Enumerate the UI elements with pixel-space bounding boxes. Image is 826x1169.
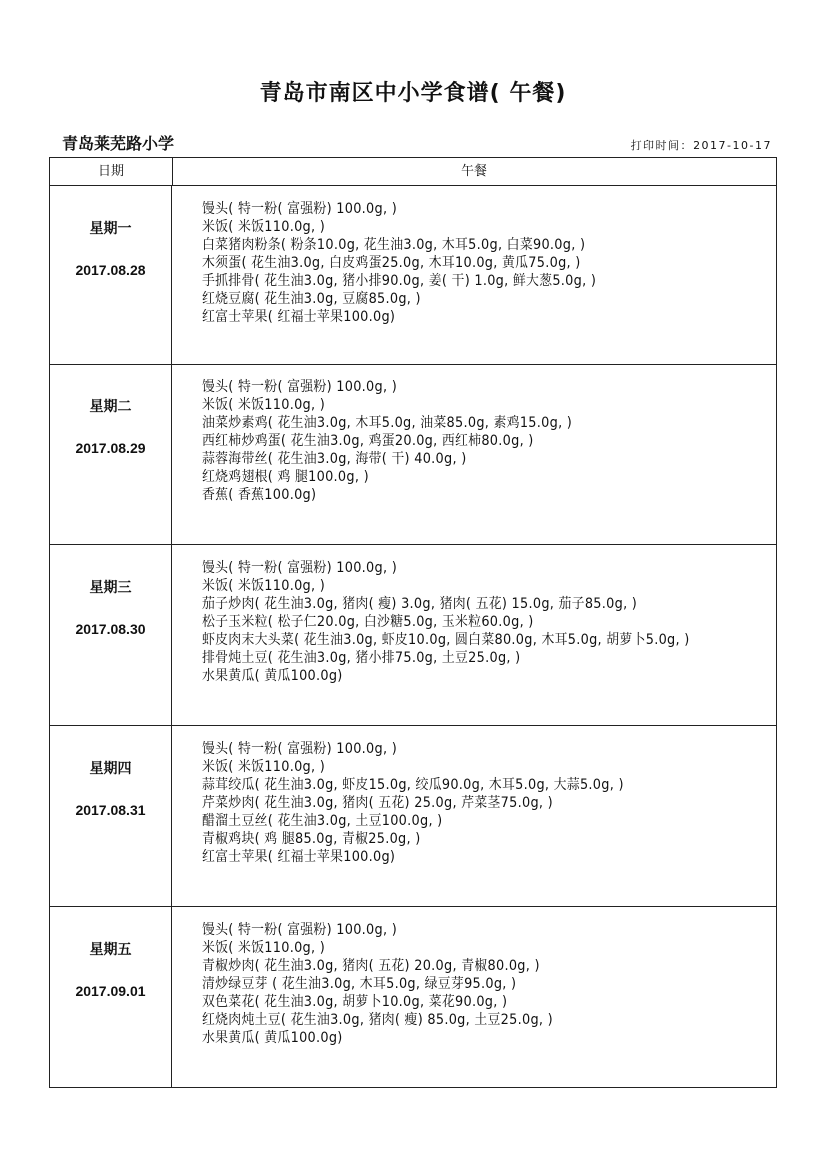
table-row xyxy=(50,545,776,726)
dish-list xyxy=(202,378,760,504)
date-label: 2017.09.01 xyxy=(75,983,146,999)
dish-item: 馒头( 特一粉( 富强粉) 100.0g, ) xyxy=(202,379,398,395)
dish-item: 米饭( 米饭110.0g, ) xyxy=(202,759,326,775)
dish-item: 排骨炖土豆( 花生油3.0g, 猪小排75.0g, 土豆25.0g, ) xyxy=(202,650,521,666)
date-label: 2017.08.30 xyxy=(75,621,146,637)
dish-item: 馒头( 特一粉( 富强粉) 100.0g, ) xyxy=(202,741,398,757)
weekday-label: 星期五 xyxy=(89,942,132,958)
weekday-label: 星期三 xyxy=(89,580,132,596)
print-time xyxy=(631,137,772,153)
dish-item: 油菜炒素鸡( 花生油3.0g, 木耳5.0g, 油菜85.0g, 素鸡15.0g, ) xyxy=(202,415,573,431)
print-time-value: 2017-10-17 xyxy=(693,139,772,152)
dish-item: 红烧肉炖土豆( 花生油3.0g, 猪肉( 瘦) 85.0g, 土豆25.0g, ) xyxy=(202,1012,553,1028)
weekday-label: 星期一 xyxy=(89,221,132,237)
dish-item: 米饭( 米饭110.0g, ) xyxy=(202,578,326,594)
dish-item: 白菜猪肉粉条( 粉条10.0g, 花生油3.0g, 木耳5.0g, 白菜90.0g, ) xyxy=(202,237,586,253)
dish-item: 茄子炒肉( 花生油3.0g, 猪肉( 瘦) 3.0g, 猪肉( 五花) 15.0g, 茄子85.0g, ) xyxy=(202,596,638,612)
date-cell xyxy=(50,364,172,544)
dish-item: 蒜茸绞瓜( 花生油3.0g, 虾皮15.0g, 绞瓜90.0g, 木耳5.0g, 大蒜5.0g, ) xyxy=(202,777,624,793)
table-row xyxy=(50,186,776,365)
date-label: 2017.08.31 xyxy=(75,802,146,818)
dish-item: 香蕉( 香蕉100.0g) xyxy=(202,487,317,503)
dish-item: 红富士苹果( 红福士苹果100.0g) xyxy=(202,849,396,865)
dish-item: 西红柿炒鸡蛋( 花生油3.0g, 鸡蛋20.0g, 西红柿80.0g, ) xyxy=(202,433,534,449)
date-cell xyxy=(50,186,172,364)
dish-item: 双色菜花( 花生油3.0g, 胡萝卜10.0g, 菜花90.0g, ) xyxy=(202,994,508,1010)
header-lunch: 午餐 xyxy=(460,164,487,179)
date-cell xyxy=(50,726,172,906)
dish-list xyxy=(202,740,760,866)
dish-item: 清炒绿豆芽 ( 花生油3.0g, 木耳5.0g, 绿豆芽95.0g, ) xyxy=(202,976,517,992)
date-cell xyxy=(50,545,172,725)
dish-item: 红富士苹果( 红福士苹果100.0g) xyxy=(202,309,396,325)
date-cell xyxy=(50,907,172,1087)
dish-item: 松子玉米粒( 松子仁20.0g, 白沙糖5.0g, 玉米粒60.0g, ) xyxy=(202,614,534,630)
dish-item: 馒头( 特一粉( 富强粉) 100.0g, ) xyxy=(202,560,398,576)
dish-list xyxy=(202,559,760,685)
weekday-label: 星期二 xyxy=(89,399,132,415)
dish-item: 青椒炒肉( 花生油3.0g, 猪肉( 五花) 20.0g, 青椒80.0g, ) xyxy=(202,958,540,974)
print-time-label: 打印时间： xyxy=(630,139,694,152)
page-title: 青岛市南区中小学食谱( 午餐) xyxy=(259,81,567,106)
header-date: 日期 xyxy=(50,158,173,185)
school-name: 青岛莱芜路小学 xyxy=(62,134,175,153)
date-label: 2017.08.29 xyxy=(75,440,146,456)
dish-item: 馒头( 特一粉( 富强粉) 100.0g, ) xyxy=(202,201,398,217)
dish-item: 米饭( 米饭110.0g, ) xyxy=(202,219,326,235)
dish-item: 手抓排骨( 花生油3.0g, 猪小排90.0g, 姜( 干) 1.0g, 鲜大葱5.0g, ) xyxy=(202,273,597,289)
table-row xyxy=(50,907,776,1087)
dish-item: 木须蛋( 花生油3.0g, 白皮鸡蛋25.0g, 木耳10.0g, 黄瓜75.0g, ) xyxy=(202,255,581,271)
dish-item: 醋溜土豆丝( 花生油3.0g, 土豆100.0g, ) xyxy=(202,813,443,829)
dish-item: 馒头( 特一粉( 富强粉) 100.0g, ) xyxy=(202,922,398,938)
dish-item: 虾皮肉末大头菜( 花生油3.0g, 虾皮10.0g, 圆白菜80.0g, 木耳5.0g, 胡萝卜5.0g, ) xyxy=(202,632,690,648)
dish-list xyxy=(202,921,760,1047)
dish-item: 米饭( 米饭110.0g, ) xyxy=(202,940,326,956)
dish-item: 芹菜炒肉( 花生油3.0g, 猪肉( 五花) 25.0g, 芹菜茎75.0g, ) xyxy=(202,795,553,811)
date-label: 2017.08.28 xyxy=(75,262,146,278)
dish-item: 米饭( 米饭110.0g, ) xyxy=(202,397,326,413)
dish-item: 蒜蓉海带丝( 花生油3.0g, 海带( 干) 40.0g, ) xyxy=(202,451,467,467)
dish-item: 水果黄瓜( 黄瓜100.0g) xyxy=(202,668,343,684)
dish-item: 水果黄瓜( 黄瓜100.0g) xyxy=(202,1030,343,1046)
table-header-row xyxy=(50,158,776,186)
table-row xyxy=(50,726,776,907)
dish-item: 红烧豆腐( 花生油3.0g, 豆腐85.0g, ) xyxy=(202,291,421,307)
table-row xyxy=(50,364,776,545)
dish-list xyxy=(202,200,760,326)
dish-item: 青椒鸡块( 鸡 腿85.0g, 青椒25.0g, ) xyxy=(202,831,421,847)
weekday-label: 星期四 xyxy=(89,761,132,777)
dish-item: 红烧鸡翅根( 鸡 腿100.0g, ) xyxy=(202,469,369,485)
menu-table xyxy=(49,157,777,1088)
